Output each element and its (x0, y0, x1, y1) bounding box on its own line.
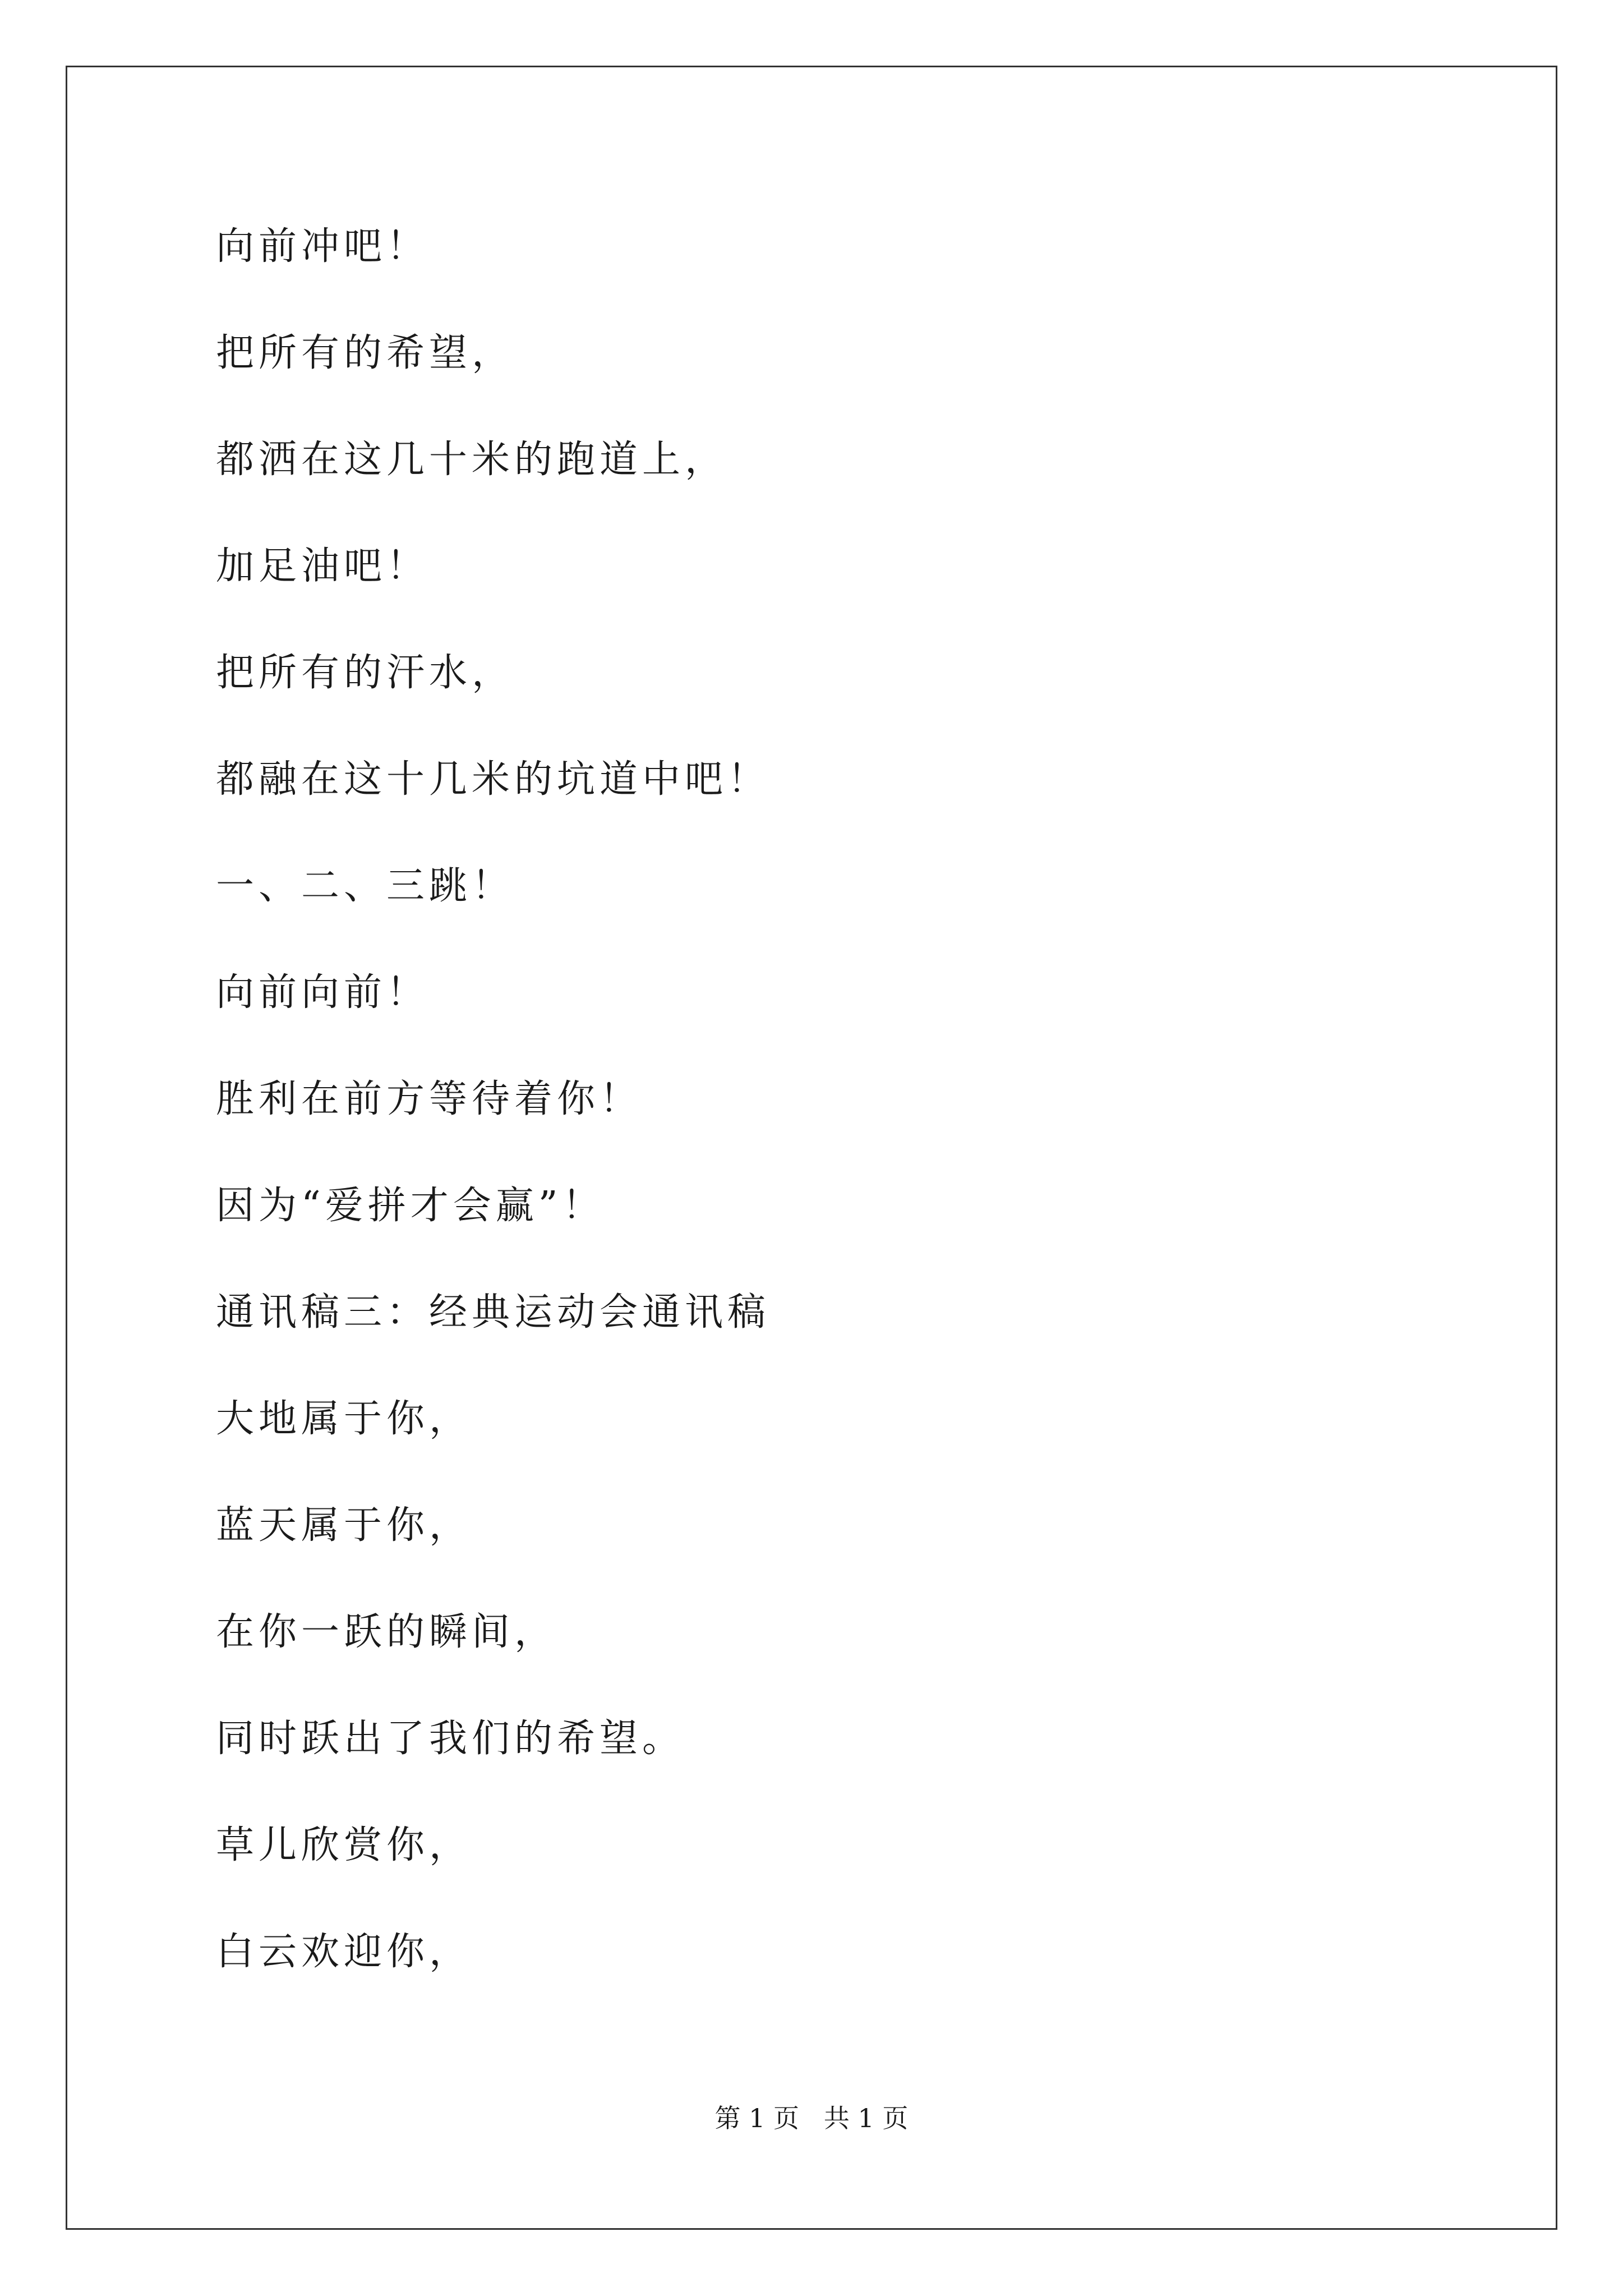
text-line: 把所有的希望， (216, 331, 515, 375)
text-line: 同时跃出了我们的希望。 (216, 1717, 685, 1761)
text-line: 在你一跃的瞬间， (216, 1610, 557, 1654)
document-body (216, 213, 1450, 2025)
text-line: 蓝天属于你， (216, 1503, 472, 1548)
page-number-footer: 第 1 页 共 1 页 (714, 2103, 909, 2133)
text-line: 都融在这十几米的坑道中吧！ (216, 757, 771, 802)
text-line: 一、二、三跳！ (216, 864, 515, 908)
text-line: 大地属于你， (216, 1397, 472, 1441)
text-line: 都洒在这几十米的跑道上， (216, 438, 728, 482)
text-line: 加足油吧！ (216, 544, 430, 588)
text-line: 胜利在前方等待着你！ (216, 1077, 643, 1121)
text-line: 草儿欣赏你， (216, 1823, 472, 1867)
text-line: 向前冲吧！ (216, 224, 430, 269)
section-heading: 通讯稿三：经典运动会通讯稿 (216, 1290, 771, 1335)
text-line: 向前向前！ (216, 970, 430, 1015)
text-line: 因为“爱拼才会赢”！ (216, 1184, 605, 1228)
text-line: 白云欢迎你， (216, 1930, 472, 1974)
text-line: 把所有的汗水， (216, 651, 515, 695)
